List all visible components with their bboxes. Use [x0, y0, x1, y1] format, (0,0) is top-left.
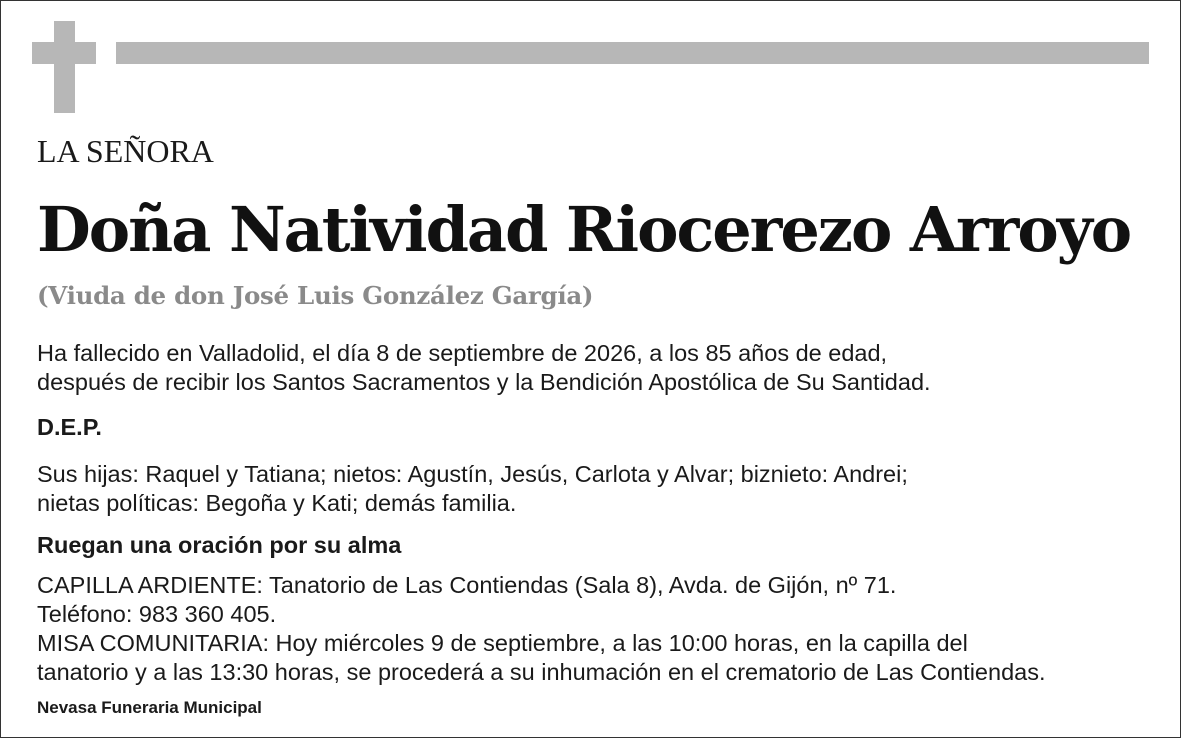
details-line-2: Teléfono: 983 360 405. [37, 601, 277, 627]
death-line-1: Ha fallecido en Valladolid, el día 8 de septiembre de 2026, a los 85 años de edad, [37, 340, 888, 366]
details-line-1: CAPILLA ARDIENTE: Tanatorio de Las Contiendas (Sala 8), Avda. de Gijón, nº 71. [37, 572, 897, 598]
death-announcement [37, 339, 931, 397]
cross-horizontal-bar [32, 42, 96, 64]
details-line-3: MISA COMUNITARIA: Hoy miércoles 9 de septiembre, a las 10:00 horas, en la capilla del [37, 630, 968, 656]
rip-label: D.E.P. [37, 414, 102, 440]
cross-vertical-bar [54, 21, 75, 113]
death-line-2: después de recibir los Santos Sacramentos y la Bendición Apostólica de Su Santidad. [37, 369, 931, 395]
widow-of-line: (Viuda de don José Luis González Gargía) [37, 281, 594, 310]
service-details [37, 571, 1046, 687]
funeral-home: Nevasa Funeraria Municipal [37, 698, 262, 717]
details-line-4: tanatorio y a las 13:30 horas, se procederá a su inhumación en el crematorio de Las Contiendas. [37, 659, 1046, 685]
header-rule [116, 42, 1149, 64]
prayer-request: Ruegan una oración por su alma [37, 532, 402, 558]
deceased-name: Doña Natividad Riocerezo Arroyo [37, 193, 1131, 266]
family-line-2: nietas políticas: Begoña y Kati; demás familia. [37, 490, 517, 516]
family-line-1: Sus hijas: Raquel y Tatiana; nietos: Agustín, Jesús, Carlota y Alvar; biznieto: Andrei; [37, 461, 908, 487]
title-prefix: LA SEÑORA [37, 133, 214, 169]
family-list [37, 460, 908, 518]
